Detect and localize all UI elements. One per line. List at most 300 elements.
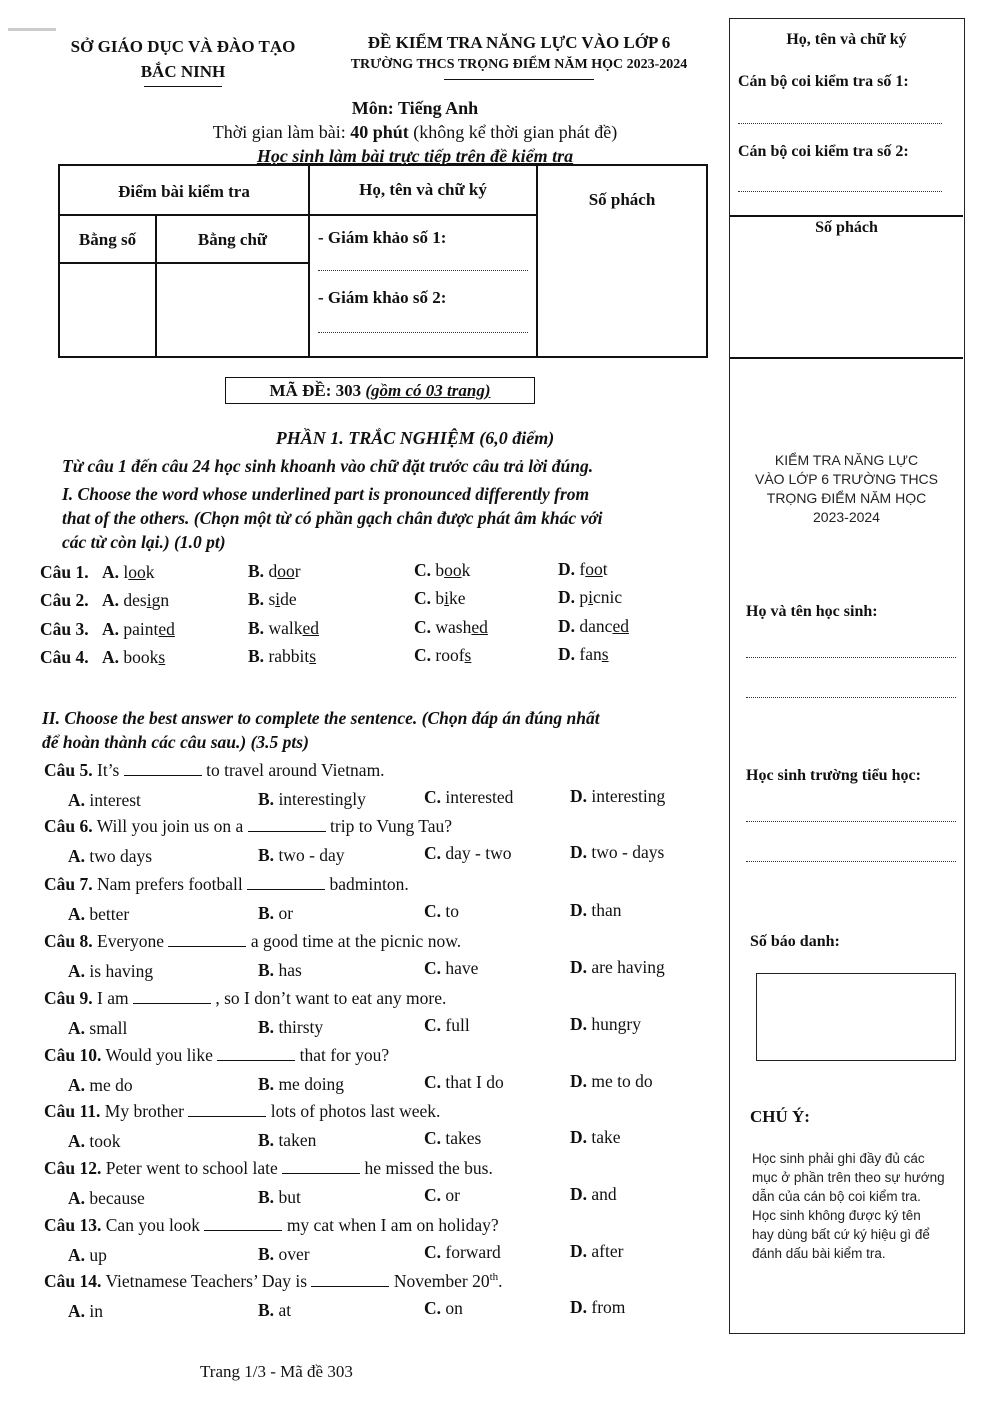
option-text: has [278, 959, 302, 980]
answer-option[interactable] [258, 1130, 316, 1151]
question-text-before: Can you look [105, 1215, 201, 1235]
question-stem [44, 760, 385, 781]
option-text: take [591, 1126, 621, 1147]
word-part: roof [435, 645, 465, 665]
option-text: but [278, 1186, 301, 1207]
stamp-text [730, 451, 963, 527]
question-text-before: It’s [97, 760, 120, 780]
option-letter: C. [424, 958, 442, 978]
question-text-after: lots of photos last week. [270, 1101, 441, 1121]
part1-title: PHẦN 1. TRẮC NGHIỆM (6,0 điểm) [275, 428, 555, 448]
answer-option[interactable] [102, 590, 169, 611]
examiner2-label: - Giám khảo số 2: [318, 288, 447, 307]
answer-option[interactable] [102, 562, 155, 583]
word-part: d [268, 561, 278, 581]
option-letter: A. [102, 647, 120, 667]
option-letter: D. [570, 1240, 588, 1261]
question-label: Câu 12. [44, 1158, 102, 1178]
note-line1: Học sinh phải ghi đầy đủ các [752, 1151, 925, 1166]
scan-artifact [8, 28, 56, 31]
answer-option[interactable] [570, 1127, 621, 1148]
primary-school-label: Học sinh trường tiểu học: [746, 767, 921, 784]
answer-option[interactable] [558, 644, 609, 665]
option-letter: B. [258, 1299, 275, 1320]
underlined-part: i [444, 588, 450, 608]
option-letter: D. [570, 1183, 588, 1204]
section1-line3: các từ còn lại.) (1.0 pt) [62, 532, 226, 552]
option-letter: D. [570, 1296, 588, 1317]
student-name-line2[interactable] [746, 697, 956, 698]
option-text: than [591, 899, 622, 920]
option-letter: A. [68, 846, 86, 866]
answer-option[interactable] [570, 1297, 625, 1318]
option-text: me to do [591, 1070, 653, 1091]
proctor2-line[interactable] [738, 191, 942, 192]
answer-option[interactable] [414, 560, 470, 581]
stamp-line2: VÀO LỚP 6 TRƯỜNG THCS [754, 471, 938, 487]
option-text: is having [89, 961, 154, 981]
option-letter: C. [414, 645, 432, 665]
answer-option[interactable] [68, 1131, 121, 1152]
word-part: de [280, 589, 297, 609]
underlined-part: oo [277, 561, 295, 581]
question-text-after: my cat when I am on holiday? [286, 1215, 499, 1235]
time-value: 40 phút [350, 122, 409, 142]
question-text-after: badminton. [329, 874, 409, 894]
answer-option[interactable] [570, 842, 664, 863]
underlined-part: oo [585, 559, 603, 579]
option-letter: B. [248, 589, 265, 609]
answer-option[interactable] [558, 559, 608, 580]
answer-option[interactable] [102, 619, 175, 640]
answer-option[interactable] [424, 1242, 501, 1263]
option-letter: A. [68, 790, 86, 810]
option-letter: D. [558, 587, 576, 607]
answer-option[interactable] [570, 1184, 617, 1205]
question-text-before: Vietnamese Teachers’ Day is [105, 1271, 308, 1291]
answer-option[interactable] [570, 900, 622, 921]
answer-blank[interactable] [282, 1159, 360, 1174]
option-text: hungry [591, 1013, 641, 1034]
word-part: t [602, 559, 608, 579]
option-letter: D. [570, 956, 588, 977]
option-letter: B. [258, 788, 275, 809]
subject: Môn: Tiếng Anh [351, 98, 479, 118]
question-text-after: to travel around Vietnam. [206, 760, 385, 780]
time-info [150, 120, 680, 144]
option-text: up [89, 1245, 107, 1265]
option-letter: B. [258, 1186, 275, 1207]
option-text: taken [278, 1129, 317, 1150]
option-text: me do [89, 1075, 133, 1095]
note-line2: mục ở phần trên theo sự hướng [752, 1170, 945, 1185]
option-letter: D. [558, 616, 576, 636]
option-text: because [89, 1188, 145, 1208]
word-part: l [123, 562, 129, 582]
option-letter: D. [570, 1126, 588, 1147]
question-label: Câu 8. [44, 931, 93, 951]
word-part: walk [268, 618, 303, 638]
exam-title-line1: ĐỀ KIỂM TRA NĂNG LỰC VÀO LỚP 6 [367, 33, 671, 52]
option-letter: C. [424, 1015, 442, 1035]
proctor2-label: Cán bộ coi kiểm tra số 2: [738, 143, 909, 160]
option-letter: C. [424, 1072, 442, 1092]
option-text: to [445, 901, 460, 921]
question-stem: Câu 14. Vietnamese Teachers’ Day is November 20th. [44, 1271, 503, 1291]
answer-option[interactable] [258, 789, 366, 810]
option-letter: A. [68, 904, 86, 924]
underlined-part: ed [158, 619, 175, 639]
option-text: takes [445, 1128, 482, 1148]
answer-option[interactable] [68, 1188, 145, 1209]
word-part: danc [579, 616, 613, 636]
subject-block [150, 96, 680, 168]
header-divider [144, 86, 222, 87]
examiner1-label: - Giám khảo số 1: [318, 228, 447, 247]
option-text: thirsty [278, 1016, 324, 1037]
option-letter: A. [68, 1245, 86, 1265]
question-text-before: Peter went to school late [105, 1158, 278, 1178]
question-label: Câu 9. [44, 988, 93, 1008]
answer-blank[interactable] [217, 1046, 295, 1061]
answer-option[interactable] [558, 587, 622, 608]
option-letter: C. [414, 588, 432, 608]
option-letter: A. [68, 1188, 86, 1208]
note-line6: đánh dấu bài kiểm tra. [752, 1246, 886, 1261]
question-label: Câu 13. [44, 1215, 102, 1235]
option-text: have [445, 958, 479, 978]
option-text: and [591, 1183, 617, 1204]
option-letter: A. [68, 961, 86, 981]
word-part: r [294, 561, 301, 581]
exam-title-line2: TRƯỜNG THCS TRỌNG ĐIỂM NĂM HỌC 2023-2024 [350, 57, 688, 72]
answer-option[interactable] [68, 904, 129, 925]
question-stem [44, 1215, 499, 1236]
examiner2-line[interactable] [318, 332, 528, 333]
primary-school-line1[interactable] [746, 821, 956, 822]
answer-blank[interactable] [248, 817, 326, 832]
word-part: gn [151, 590, 170, 610]
code-header: Số phách [588, 190, 656, 209]
option-letter: B. [248, 561, 265, 581]
sidebar-signature-header: Họ, tên và chữ ký [786, 31, 907, 48]
question-stem [44, 931, 461, 952]
underlined-part: ed [471, 617, 488, 637]
answer-blank[interactable] [133, 989, 211, 1004]
question-text-before: Will you join us on a [96, 816, 244, 836]
question-label: Câu 1. [40, 562, 89, 582]
option-text: interesting [591, 785, 666, 806]
question-label: Câu 4. [40, 647, 89, 667]
word-part: k [461, 560, 471, 580]
candidate-number-box[interactable] [756, 973, 956, 1061]
stamp-line3: TRỌNG ĐIỂM NĂM HỌC [766, 490, 927, 506]
underlined-part: s [464, 645, 472, 665]
option-letter: D. [558, 559, 576, 579]
answer-option[interactable] [570, 1241, 623, 1262]
option-letter: D. [558, 644, 576, 664]
option-text: forward [445, 1242, 501, 1262]
answer-option[interactable] [258, 1244, 310, 1265]
option-letter: A. [102, 619, 120, 639]
answer-option[interactable] [68, 1075, 133, 1096]
option-text: better [89, 904, 130, 924]
student-name-line1[interactable] [746, 657, 956, 658]
question-label: Câu 14. [44, 1271, 102, 1291]
underlined-part: s [309, 646, 317, 666]
sidebar-divider [730, 357, 963, 359]
note-title: CHÚ Ý: [750, 1107, 810, 1126]
exam-code-box [225, 377, 535, 404]
answer-option[interactable] [570, 957, 665, 978]
question-text-before: Everyone [97, 931, 165, 951]
question-label: Câu 2. [40, 590, 89, 610]
answer-option[interactable] [68, 846, 152, 867]
answer-option[interactable] [414, 645, 471, 666]
table-divider [60, 214, 538, 216]
department-line1: SỞ GIÁO DỤC VÀ ĐÀO TẠO [70, 37, 296, 56]
answer-option[interactable] [570, 1014, 641, 1035]
answer-option[interactable] [558, 616, 629, 637]
exam-code-pages: (gồm có 03 trang) [365, 381, 491, 400]
answer-option[interactable] [424, 1015, 470, 1036]
option-letter: D. [570, 841, 588, 862]
exam-title-header [310, 32, 728, 80]
word-part: b [435, 560, 445, 580]
word-part: paint [123, 619, 159, 639]
option-text: or [278, 902, 294, 923]
answer-blank[interactable] [311, 1272, 389, 1287]
sidebar-divider [730, 215, 963, 217]
option-text: full [445, 1015, 470, 1035]
option-letter: A. [68, 1075, 86, 1095]
question-text-before: I am [97, 988, 129, 1008]
option-letter: B. [258, 959, 275, 980]
answer-option[interactable] [414, 588, 466, 609]
question-label: Câu 6. [44, 816, 93, 836]
section2-line1: II. Choose the best answer to complete the sentence. (Chọn đáp án đúng nhất [42, 708, 600, 728]
option-text: that I do [445, 1072, 504, 1092]
answer-option[interactable] [248, 646, 316, 667]
question-label: Câu 11. [44, 1101, 101, 1121]
examiner1-line[interactable] [318, 270, 528, 271]
by-number-label: Bằng số [78, 230, 137, 249]
primary-school-line2[interactable] [746, 861, 956, 862]
by-words-label: Bằng chữ [197, 230, 268, 249]
option-text: small [89, 1018, 128, 1038]
answer-option[interactable] [102, 647, 165, 668]
word-part: cnic [593, 587, 623, 607]
answer-blank[interactable] [124, 761, 202, 776]
sidebar-code-label: Số phách [815, 219, 878, 236]
option-letter: A. [68, 1018, 86, 1038]
option-letter: C. [424, 901, 442, 921]
word-part: des [123, 590, 147, 610]
question-stem [44, 874, 409, 895]
question-stem [44, 816, 452, 837]
option-letter: C. [414, 617, 432, 637]
time-prefix: Thời gian làm bài: [212, 122, 351, 142]
answer-option[interactable] [414, 617, 488, 638]
option-letter: C. [424, 843, 442, 863]
question-label: Câu 7. [44, 874, 93, 894]
answer-option[interactable] [424, 787, 513, 808]
proctor1-label: Cán bộ coi kiểm tra số 1: [738, 73, 909, 90]
answer-option[interactable] [248, 618, 319, 639]
part1-instruction: Từ câu 1 đến câu 24 học sinh khoanh vào chữ đặt trước câu trả lời đúng. [62, 456, 594, 476]
answer-option[interactable] [258, 1074, 344, 1095]
option-text: interest [89, 790, 141, 810]
proctor1-line[interactable] [738, 123, 942, 124]
option-text: two - days [591, 841, 665, 862]
question-text-after: he missed the bus. [364, 1158, 493, 1178]
question-text-before: Would you like [105, 1045, 213, 1065]
option-text: me doing [278, 1073, 345, 1094]
option-letter: C. [424, 1128, 442, 1148]
section1-line1: I. Choose the word whose underlined part is pronounced differently from [62, 484, 590, 504]
option-letter: D. [570, 785, 588, 806]
option-letter: A. [68, 1301, 86, 1321]
answer-blank[interactable] [188, 1102, 266, 1117]
word-part: b [435, 588, 445, 608]
option-text: two - day [278, 844, 345, 865]
superscript: th [489, 1271, 499, 1284]
underlined-part: s [601, 644, 609, 664]
student-name-label: Họ và tên học sinh: [746, 603, 878, 620]
answer-option[interactable] [68, 1245, 107, 1266]
answer-option[interactable] [258, 1300, 291, 1321]
option-text: two days [89, 846, 153, 866]
answer-option[interactable] [424, 1128, 481, 1149]
answer-blank[interactable] [247, 875, 325, 890]
question-stem [44, 1101, 440, 1122]
option-letter: D. [570, 899, 588, 920]
answer-blank[interactable] [168, 932, 246, 947]
option-text: or [445, 1185, 460, 1205]
section1-heading [62, 482, 712, 554]
option-text: at [278, 1299, 292, 1320]
option-letter: B. [258, 1129, 275, 1150]
question-label: Câu 3. [40, 619, 89, 639]
answer-option[interactable] [258, 1187, 301, 1208]
answer-option[interactable] [68, 1301, 103, 1322]
answer-option[interactable] [258, 903, 293, 924]
word-part: k [145, 562, 155, 582]
underlined-part: i [146, 590, 152, 610]
option-letter: B. [258, 902, 275, 923]
underlined-part: ed [612, 616, 629, 636]
answer-option[interactable] [424, 843, 512, 864]
underlined-part: i [588, 587, 594, 607]
question-label: Câu 5. [44, 760, 93, 780]
stamp-line1: KIỂM TRA NĂNG LỰC [774, 452, 919, 468]
note-text [752, 1149, 962, 1263]
score-header: Điểm bài kiểm tra [118, 182, 250, 201]
word-part: book [123, 647, 159, 667]
answer-option[interactable] [424, 1072, 504, 1093]
option-text: in [89, 1301, 104, 1321]
answer-option[interactable] [68, 1018, 127, 1039]
stamp-line4: 2023-2024 [813, 509, 880, 525]
underlined-part: s [158, 647, 166, 667]
answer-option[interactable] [248, 561, 301, 582]
answer-option[interactable] [424, 901, 459, 922]
option-letter: B. [258, 1016, 275, 1037]
option-letter: C. [424, 1185, 442, 1205]
answer-option[interactable] [258, 845, 345, 866]
department-header [52, 34, 314, 87]
question-label: Câu 10. [44, 1045, 102, 1065]
answer-option[interactable] [68, 961, 153, 982]
answer-option[interactable] [570, 786, 665, 807]
option-letter: B. [258, 1073, 275, 1094]
page-footer: Trang 1/3 - Mã đề 303 [200, 1362, 353, 1381]
question-text-before: My brother [104, 1101, 185, 1121]
word-part: wash [435, 617, 472, 637]
title-divider [444, 79, 594, 80]
answer-option[interactable] [258, 1017, 323, 1038]
option-text: day - two [445, 843, 512, 863]
exam-code-label: MÃ ĐỀ: 303 [269, 381, 362, 400]
question-stem [44, 988, 446, 1009]
question-text-after: trip to Vung Tau? [330, 816, 453, 836]
option-letter: C. [424, 1298, 442, 1318]
option-letter: D. [570, 1070, 588, 1091]
note-line5: hay dùng bất cứ ký hiệu gì để [752, 1227, 930, 1242]
score-table [58, 164, 708, 358]
section1-line2: that of the others. (Chọn một từ có phần gạch chân được phát âm khác với [62, 508, 603, 528]
option-letter: A. [68, 1131, 86, 1151]
option-text: on [445, 1298, 463, 1318]
option-letter: C. [424, 1242, 442, 1262]
underlined-part: oo [128, 562, 146, 582]
question-stem [44, 1158, 493, 1179]
time-suffix: (không kể thời gian phát đề) [408, 122, 618, 142]
note-line3: dẫn của cán bộ coi kiểm tra. [752, 1189, 921, 1204]
department-line2: BẮC NINH [140, 62, 226, 81]
option-letter: B. [258, 1243, 275, 1264]
underlined-part: i [275, 589, 281, 609]
answer-blank[interactable] [204, 1216, 282, 1231]
answer-option[interactable] [424, 1298, 463, 1319]
answer-option[interactable] [248, 589, 297, 610]
answer-option[interactable] [68, 790, 141, 811]
candidate-number-label: Số báo danh: [750, 933, 840, 950]
signature-header: Họ, tên và chữ ký [359, 180, 487, 199]
section2-line2: để hoàn thành các câu sau.) (3.5 pts) [42, 732, 309, 752]
question-text-after: a good time at the picnic now. [250, 931, 462, 951]
option-text: interested [445, 787, 514, 807]
word-part: p [579, 587, 589, 607]
answer-option[interactable] [424, 958, 478, 979]
option-letter: B. [258, 844, 275, 865]
answer-option[interactable] [570, 1071, 653, 1092]
note-line4: Học sinh không được ký tên [752, 1208, 921, 1223]
question-text-after: November 20 [393, 1271, 490, 1291]
option-text: are having [591, 956, 665, 977]
table-divider [60, 262, 310, 264]
option-text: interestingly [278, 788, 366, 809]
sidebar [729, 18, 965, 1334]
option-text: took [89, 1131, 121, 1151]
word-part: f [579, 559, 586, 579]
option-letter: B. [248, 618, 265, 638]
option-text: after [591, 1240, 624, 1261]
answer-option[interactable] [258, 960, 302, 981]
question-text-after: that for you? [299, 1045, 390, 1065]
answer-option[interactable] [424, 1185, 460, 1206]
option-letter: A. [102, 590, 120, 610]
